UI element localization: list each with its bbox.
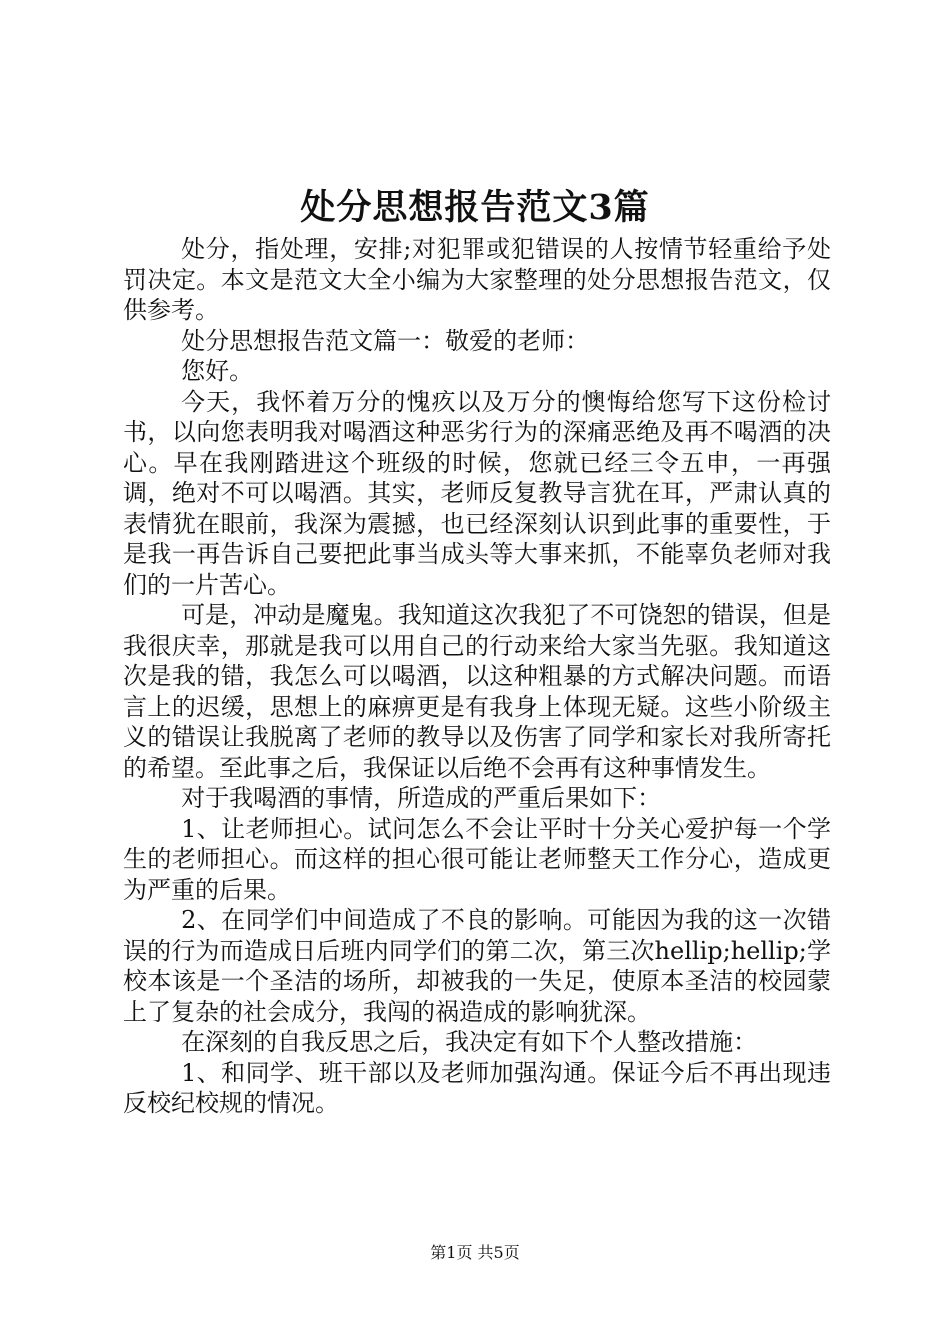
paragraph-body: 可是，冲动是魔鬼。我知道这次我犯了不可饶恕的错误，但是我很庆幸，那就是我可以用自己的行动来给大家当先驱。我知道这次是我的错，我怎么可以喝酒，以这种粗暴的方式解决问题。而语言上的迟缓，思想上的麻痹更是有我身上体现无疑。这些小阶级主义的错误让我脱离了老师的教导以及伤害了同学和家长对我所寄托的希望。至此事之后，我保证以后绝不会再有这种事情发生。 <box>123 601 831 782</box>
document-title: 处分思想报告范文3篇 <box>300 187 650 228</box>
paragraph-greeting: 您好。 <box>181 357 254 385</box>
paragraph-list-item: 1、让老师担心。试问怎么不会让平时十分关心爱护每一个学生的老师担心。而这样的担心很可能让老师整天工作分心，造成更为严重的后果。 <box>123 814 831 904</box>
paragraph-measures-heading: 在深刻的自我反思之后，我决定有如下个人整改措施： <box>181 1028 758 1056</box>
paragraph-body: 今天，我怀着万分的愧疚以及万分的懊悔给您写下这份检讨书，以向您表明我对喝酒这种恶劣行为的深痛恶绝及再不喝酒的决心。早在我刚踏进这个班级的时候，您就已经三令五申，一再强调，绝对不可以喝酒。其实，老师反复教导言犹在耳，严肃认真的表情犹在眼前，我深为震撼，也已经深刻认识到此事的重要性，于是我一再告诉自己要把此事当成头等大事来抓，不能辜负老师对我们的一片苦心。 <box>123 387 831 599</box>
paragraph-sample-one-heading: 处分思想报告范文篇一：敬爱的老师： <box>181 326 590 355</box>
document-body <box>123 234 831 1119</box>
page-footer: 第1页 共5页 <box>430 1243 520 1262</box>
paragraph-consequences-heading: 对于我喝酒的事情，所造成的严重后果如下： <box>181 784 662 812</box>
paragraph-intro: 处分，指处理，安排;对犯罪或犯错误的人按情节轻重给予处罚决定。本文是范文大全小编为大家整理的处分思想报告范文，仅供参考。 <box>123 235 831 324</box>
paragraph-list-item: 1、和同学、班干部以及老师加强沟通。保证今后不再出现违反校纪校规的情况。 <box>123 1058 831 1117</box>
paragraph-list-item: 2、在同学们中间造成了不良的影响。可能因为我的这一次错误的行为而造成日后班内同学们的第二次，第三次hellip;hellip;学校本该是一个圣洁的场所，却被我的一失足，使原本圣洁的校园蒙上了复杂的社会成分，我闯的祸造成的影响犹深。 <box>123 906 831 1026</box>
